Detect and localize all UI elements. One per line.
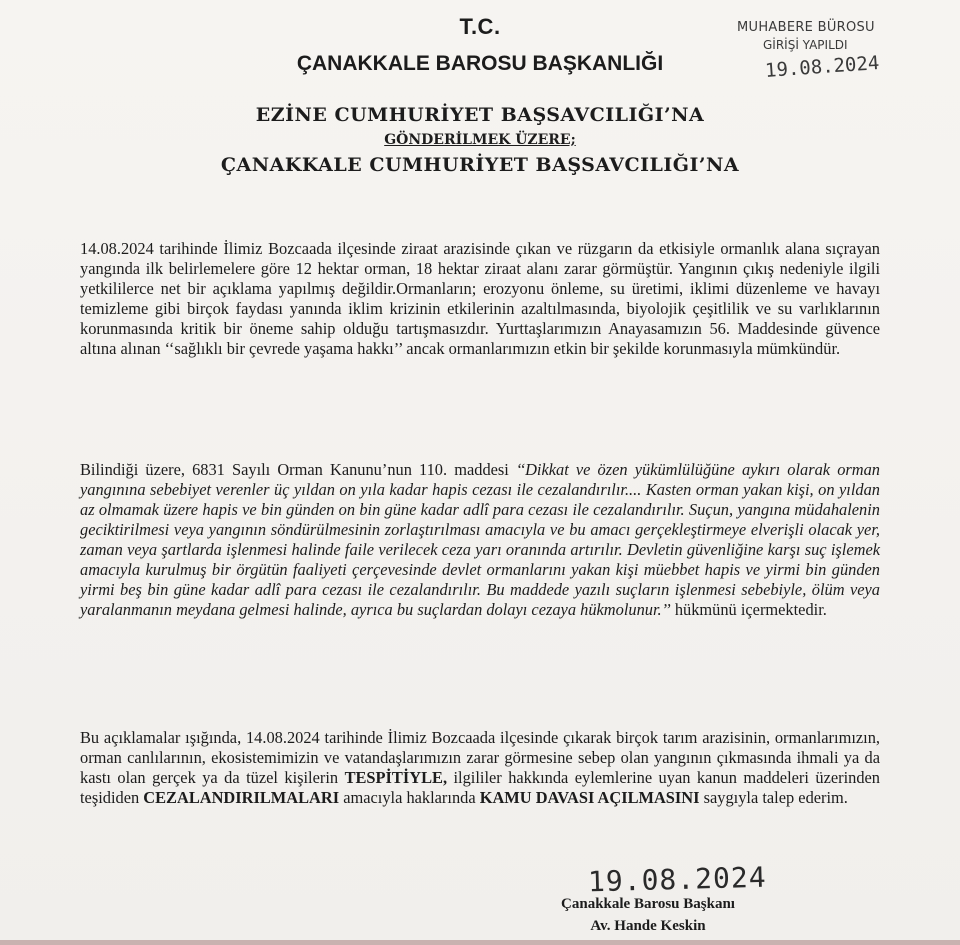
stamp-line-2: GİRİŞİ YAPILDI [763,38,848,52]
paragraph-3 [80,728,880,808]
paragraph-3-g: saygıyla talep ederim. [699,788,848,807]
stamp-line-1: MUHABERE BÜROSU [737,20,875,35]
emphasis-cezalandirilmalari: CEZALANDIRILMALARI [143,788,340,807]
paragraph-3-c: ilgililer hakkında eylemlerine uyan kanun maddeleri üzerinden teşididen [80,768,880,807]
forwarding-note: GÖNDERİLMEK ÜZERE; [384,132,576,148]
paragraph-2-intro: Bilindiği üzere, 6831 Sayılı Orman Kanunu’nun 110. maddesi [80,460,516,479]
emphasis-kamu-davasi: KAMU DAVASI AÇILMASINI [479,788,700,807]
signatory-title: Çanakkale Barosu Başkanı [561,896,735,912]
addressee-canakkale: ÇANAKKALE CUMHURİYET BAŞSAVCILIĞI’NA [220,154,740,176]
law-quote: ‘‘Dikkat ve özen yükümlülüğüne aykırı olarak orman yangınına sebebiyet verenler üç yıldan on yıla kadar hapis cezası ile cezalandırılır.... Kasten orman yakan kişi, on yıldan az olmamak üzere hapis ve bin günden on bin güne kadar adlî para cezası ile cezalandırılır. Suçun, yangına müdahalenin geciktirilmesi veya yangının söndürülmesinin zorlaştırılması amacıyla ve bu amacı gerçekleştirmeye elverişli olacak yer, zaman veya şartlarda işlenmesi halinde faile verilecek ceza yarı oranında artırılır. Devletin güvenliğine karşı suç işlemek amacıyla kurulmuş bir örgütün faaliyeti çerçevesinde devlet ormanlarını yakan kişi müebbet hapis ve yirmi bin günden yirmi beş bin güne kadar adlî para cezası ile cezalandırılır. Bu maddede yazılı suçların işlenmesi sebebiyle, ölüm veya yaralanmanın meydana gelmesi halinde, ayrıca bu suçlardan dolayı cezaya hükmolunur.’’ [80,460,881,619]
stamp-date: 19.08.2024 [764,52,881,82]
paragraph-1: 14.08.2024 tarihinde İlimiz Bozcaada ilçesinde ziraat arazisinde çıkan ve rüzgarın da etkisiyle ormanlık alana sıçrayan yangında ilk belirlemelere göre 12 hektar orman, 18 hektar ziraat alanı zarar görmüştür. Yangının çıkış nedeniyle ilgili yetkililerce net bir açıklama yapılmış değildir.Ormanların; erozyonu önleme, su üretimi, iklimi düzenleme ve havayı temizleme gibi birçok faydası yanında iklim krizinin etkilerinin azaltılmasında, biyolojik çeşitlilik ve su varlıklarının korunmasında kritik bir öneme sahip olduğu tartışmasızdır. Yurttaşlarımızın Anayasamızın 56. Maddesinde güvence altına alınan ‘‘sağlıklı bir çevrede yaşama hakkı’’ ancak ormanlarımızın etkin bir şekilde korunmasıyla mümkündür. [80,239,880,358]
paragraph-2-outro: hükmünü içermektedir. [670,600,827,619]
paragraph-3-a: Bu açıklamalar ışığında, 14.08.2024 tarihinde İlimiz Bozcaada ilçesinde çıkarak birçok tarım arazisinin, ormanlarımızın, orman canlılarının, ekosistemimizin ve vatandaşlarımızın zarar görmesine sebep olan yangının çıkmasında ihmali ya da kastı olan gerçek ya da tüzel kişilerin [80,728,880,787]
receipt-stamp [735,18,925,88]
paragraph-2 [80,460,880,620]
signatory-name: Av. Hande Keskin [590,918,706,934]
header-tc: T.C. [459,14,501,39]
bottom-edge [0,940,960,945]
emphasis-tespitiyle: TESPİTİYLE, [344,768,448,787]
addressee-ezine: EZİNE CUMHURİYET BAŞSAVCILIĞI’NA [255,104,705,126]
handwritten-date: 19.08.2024 [587,860,767,899]
header-bar-association: ÇANAKKALE BAROSU BAŞKANLIĞI [296,52,664,75]
paragraph-3-e: amacıyla haklarında [339,788,480,807]
